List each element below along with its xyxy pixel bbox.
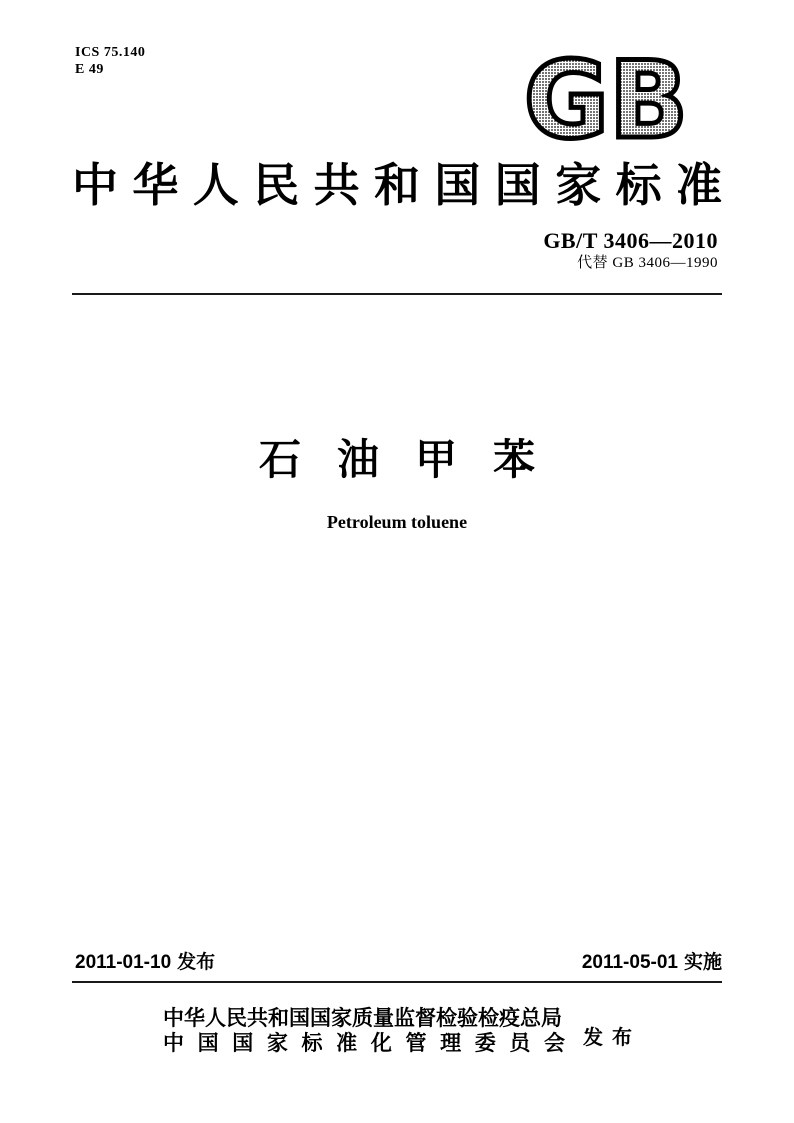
publish-label: 发布 <box>583 1027 641 1049</box>
header-title: 中华人民共和国国家标准 <box>72 160 722 211</box>
classification-code: E 49 <box>75 62 104 77</box>
footer-divider <box>72 981 722 983</box>
document-title-en: Petroleum toluene <box>326 512 468 532</box>
implement-date-value: 2011-05-01 <box>581 952 678 973</box>
implement-date-label: 实施 <box>683 952 722 973</box>
replaces-note: 代替 GB 3406—1990 <box>577 255 718 271</box>
gb-logo-icon <box>521 54 691 142</box>
implement-date <box>582 951 722 975</box>
header-divider <box>72 293 722 295</box>
date-row <box>75 951 722 975</box>
issuer-line-aqsiq: 中华人民共和国国家质量监督检验检疫总局 <box>163 1006 562 1030</box>
issue-date-label: 发布 <box>177 952 216 973</box>
issue-date <box>75 951 215 975</box>
document-title-cn: 石油甲苯 <box>258 436 571 483</box>
issuer-line-sac: 中国国家标准化管理委员会 <box>163 1031 565 1055</box>
ics-code: ICS 75.140 <box>75 45 146 60</box>
gb-logo-text: GB <box>524 54 688 142</box>
standard-number-block <box>543 229 718 272</box>
ics-block <box>75 44 145 78</box>
standard-code: GB/T 3406—2010 <box>543 228 718 253</box>
issue-date-value: 2011-01-10 <box>75 952 172 973</box>
issuer-block <box>163 1006 565 1056</box>
